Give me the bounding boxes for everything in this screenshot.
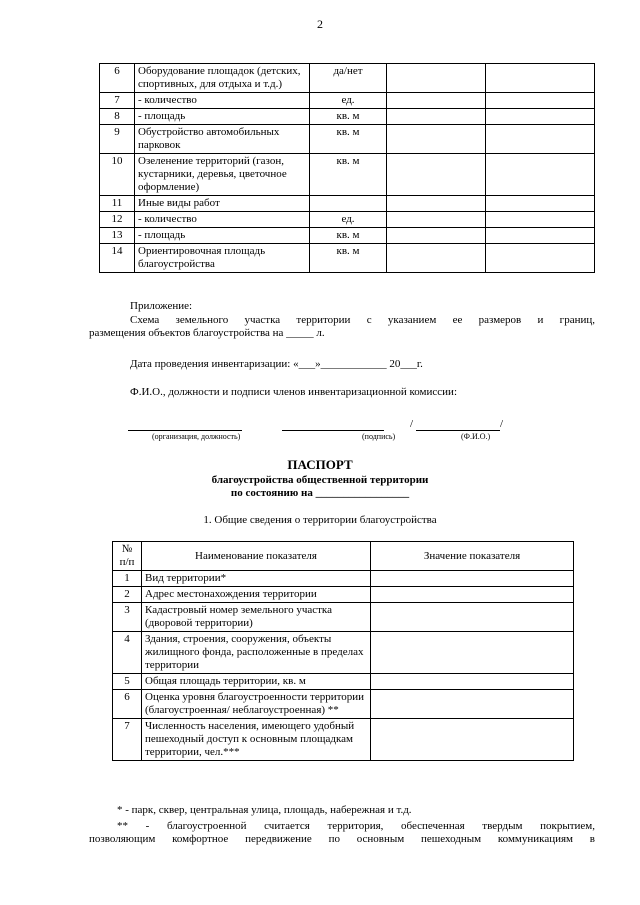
table-row [100, 212, 595, 228]
row-name: Численность населения, имеющего удобный пешеходный доступ к основным площадкам территории, чел.*** [142, 719, 371, 761]
general-info-table [112, 541, 574, 761]
row-value [371, 690, 574, 719]
row-number: 6 [113, 690, 142, 719]
row-unit: кв. м [310, 244, 387, 273]
row-number: 5 [113, 674, 142, 690]
table-row [100, 109, 595, 125]
row-value-1 [387, 93, 486, 109]
row-value-2 [486, 109, 595, 125]
row-value-1 [387, 109, 486, 125]
table-row [113, 719, 574, 761]
table-row [100, 228, 595, 244]
table-row [113, 690, 574, 719]
table-row [113, 674, 574, 690]
row-value-2 [486, 228, 595, 244]
row-number: 2 [113, 587, 142, 603]
row-unit: ед. [310, 212, 387, 228]
row-value-2 [486, 93, 595, 109]
row-unit [310, 196, 387, 212]
header-name: Наименование показателя [142, 542, 371, 571]
row-value [371, 587, 574, 603]
row-name: Адрес местонахождения территории [142, 587, 371, 603]
row-value-2 [486, 154, 595, 196]
row-unit: кв. м [310, 228, 387, 244]
row-number: 4 [113, 632, 142, 674]
table-row [100, 196, 595, 212]
row-number: 6 [100, 64, 135, 93]
footnote-1: * - парк, сквер, центральная улица, площадь, набережная и т.д. [117, 804, 412, 816]
row-number: 3 [113, 603, 142, 632]
page-number: 2 [317, 17, 323, 31]
row-unit: кв. м [310, 125, 387, 154]
inventory-date-line: Дата проведения инвентаризации: «___»____________ 20___г. [130, 358, 423, 370]
table-row [113, 603, 574, 632]
row-name: Общая площадь территории, кв. м [142, 674, 371, 690]
inventory-table [99, 63, 595, 273]
row-value-1 [387, 228, 486, 244]
row-number: 9 [100, 125, 135, 154]
row-value-1 [387, 154, 486, 196]
passport-as-of: по состоянию на _________________ [230, 487, 410, 499]
row-number: 1 [113, 571, 142, 587]
row-name: Ориентировочная площадь благоустройства [135, 244, 310, 273]
row-value-2 [486, 125, 595, 154]
row-name: Обустройство автомобильных парковок [135, 125, 310, 154]
row-name: Кадастровый номер земельного участка (дворовой территории) [142, 603, 371, 632]
commission-line: Ф.И.О., должности и подписи членов инвентаризационной комиссии: [130, 386, 457, 398]
row-value-1 [387, 125, 486, 154]
passport-subtitle: благоустройства общественной территории [211, 474, 429, 486]
table-row [100, 154, 595, 196]
row-name: - количество [135, 93, 310, 109]
row-value-2 [486, 244, 595, 273]
row-name: - площадь [135, 228, 310, 244]
row-name: - площадь [135, 109, 310, 125]
appendix-text: Схема земельного участка территории с указанием ее размеров и границ, размещения объектов благоустройства на _____ л. [89, 314, 595, 339]
row-value [371, 719, 574, 761]
table-row [100, 244, 595, 273]
row-value-2 [486, 196, 595, 212]
row-number: 7 [113, 719, 142, 761]
table-row [100, 125, 595, 154]
table-row [113, 632, 574, 674]
row-name: Озеленение территорий (газон, кустарники, деревья, цветочное оформление) [135, 154, 310, 196]
row-unit: да/нет [310, 64, 387, 93]
appendix-label: Приложение: [130, 300, 193, 312]
row-value-1 [387, 64, 486, 93]
row-value-1 [387, 212, 486, 228]
row-value [371, 603, 574, 632]
row-value-2 [486, 212, 595, 228]
footnote-2: ** - благоустроенной считается территория, обеспеченная твердым покрытием, позволяющим комфортное передвижение по основным пешеходным коммуникациям в [89, 820, 595, 845]
header-number: № п/п [113, 542, 142, 571]
row-unit: кв. м [310, 154, 387, 196]
slash-right: / [500, 418, 504, 430]
row-name: - количество [135, 212, 310, 228]
section-1-title: 1. Общие сведения о территории благоустройства [203, 514, 437, 526]
passport-title: ПАСПОРТ [287, 457, 353, 472]
row-number: 11 [100, 196, 135, 212]
row-number: 14 [100, 244, 135, 273]
row-value-2 [486, 64, 595, 93]
row-value-1 [387, 244, 486, 273]
row-number: 10 [100, 154, 135, 196]
row-value [371, 632, 574, 674]
row-value [371, 571, 574, 587]
row-unit: ед. [310, 93, 387, 109]
signature-block [128, 418, 528, 440]
row-name: Вид территории* [142, 571, 371, 587]
row-name: Иные виды работ [135, 196, 310, 212]
row-number: 13 [100, 228, 135, 244]
row-name: Оборудование площадок (детских, спортивных, для отдыха и т.д.) [135, 64, 310, 93]
caption-fio: (Ф.И.О.) [461, 432, 491, 441]
row-number: 8 [100, 109, 135, 125]
header-value: Значение показателя [371, 542, 574, 571]
table-row [100, 64, 595, 93]
table-row [113, 571, 574, 587]
row-number: 12 [100, 212, 135, 228]
row-value [371, 674, 574, 690]
table-row [100, 93, 595, 109]
row-name: Здания, строения, сооружения, объекты жилищного фонда, расположенные в пределах территории [142, 632, 371, 674]
row-name: Оценка уровня благоустроенности территории (благоустроенная/ неблагоустроенная) ** [142, 690, 371, 719]
row-number: 7 [100, 93, 135, 109]
table-row [113, 587, 574, 603]
row-value-1 [387, 196, 486, 212]
row-unit: кв. м [310, 109, 387, 125]
caption-org: (организация, должность) [152, 432, 241, 441]
caption-sign: (подпись) [362, 432, 396, 441]
slash-left: / [410, 418, 414, 430]
table-header-row [113, 542, 574, 571]
